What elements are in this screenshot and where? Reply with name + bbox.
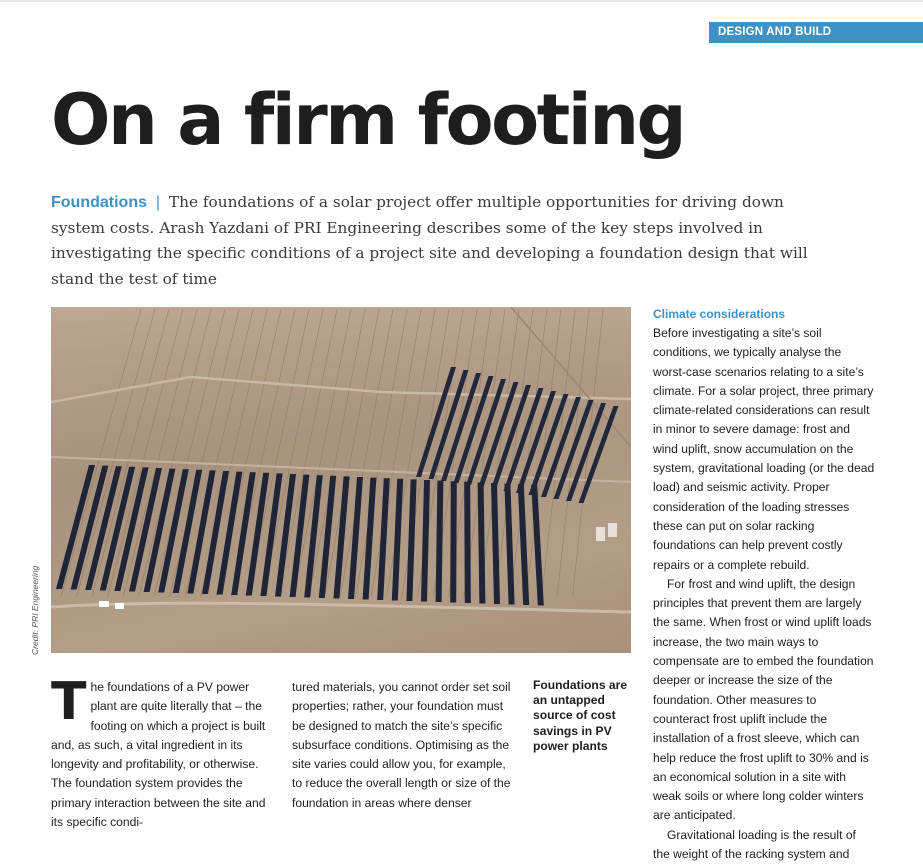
site-container (596, 527, 605, 541)
body-column-4 (653, 306, 875, 864)
climate-paragraph-3: Gravitational loading is the result of the weight of the racking system and (653, 827, 856, 862)
drop-cap: T (51, 672, 87, 732)
site-container (608, 523, 617, 537)
section-tag: DESIGN AND BUILD (709, 22, 923, 43)
top-rule (0, 0, 923, 2)
climate-considerations-heading: Climate considerations (653, 307, 786, 321)
body-column-1 (51, 672, 273, 832)
solar-panel-row (464, 482, 471, 603)
solar-panel-row (450, 481, 457, 602)
headline: On a firm footing (51, 79, 685, 161)
solar-farm-aerial-photo (51, 307, 631, 653)
standfirst-text: The foundations of a solar project offer multiple opportunities for driving down system costs. Arash Yazdani of PRI Engineering describes some of the key steps involved in investigating the specific conditions of a project site and developing a foundation design that will stand the test of time (51, 193, 808, 288)
standfirst-label: Foundations (51, 194, 147, 211)
vehicle (115, 603, 124, 609)
photo-credit: Credit: PRI Engineering (30, 565, 40, 655)
climate-paragraph-2: For frost and wind uplift, the design principles that prevent them are largely the same. When frost or wind uplift loads increase, the two main ways to compensate are to embed the foundation deeper or increase the size of the foundation. Other measures to counteract frost uplift include the installation of a frost sleeve, which can help reduce the frost uplift to 30% and is an economical solution in a site with weak soils or where long colder winters are anticipated. (653, 576, 874, 823)
solar-farm-illustration (51, 307, 631, 653)
body-column-2: tured materials, you cannot order set soil properties; rather, your foundation must be designed to match the site’s specific subsurface conditions. Optimising as the site varies could allow you, for example, to reduce the overall length or size of the foundation in areas where denser (292, 680, 511, 810)
standfirst (51, 190, 841, 292)
body-column-1-text: he foundations of a PV power plant are quite literally that – the footing on which a project is built and, as such, a vital ingredient in its longevity and profitability, or otherwise. The foundation system provides the primary interaction between the site and its specific condi- (51, 680, 266, 830)
vehicle (99, 601, 109, 607)
standfirst-separator: | (155, 194, 161, 211)
climate-paragraph-1: Before investigating a site’s soil conditions, we typically analyse the worst-case scenarios relating to a site’s climate. For a solar project, three primary climate-related considerations can result in minor to severe damage: frost and wind uplift, snow accumulation on the system, gravitational loading (or the dead load) and seismic activity. Proper consideration of the loading stresses these can put on solar racking foundations can help prevent costly repairs or a complete rebuild. (653, 326, 875, 572)
pull-quote: Foundations are an untapped source of cost savings in PV power plants (533, 678, 628, 753)
